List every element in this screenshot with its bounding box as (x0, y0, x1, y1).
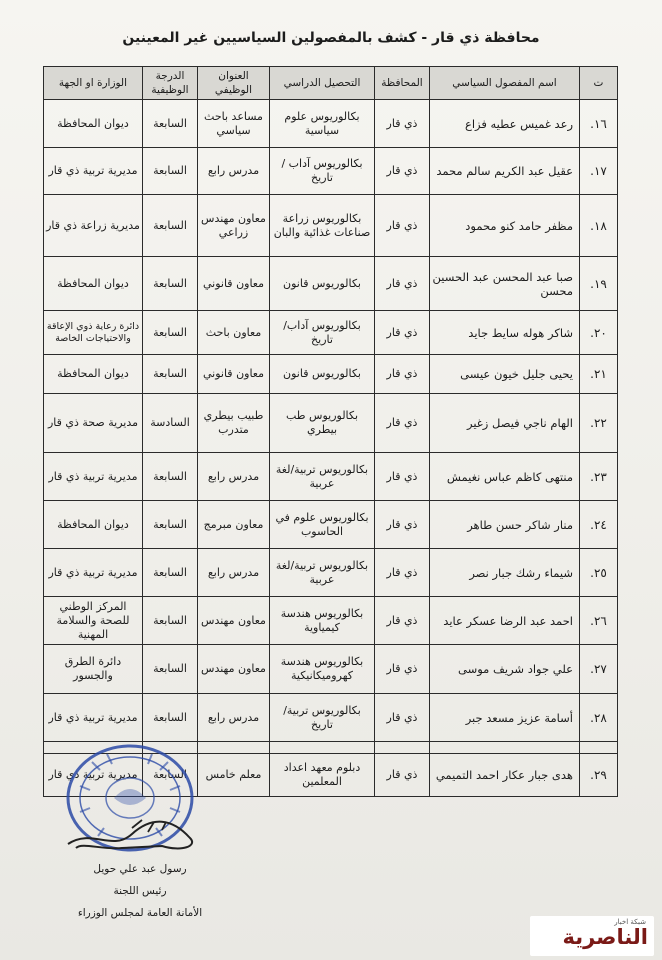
cell-num: ٢٣. (580, 453, 618, 501)
cell-dept: مديرية تربية ذي قار (44, 453, 143, 501)
cell-province: ذي قار (375, 501, 430, 549)
cell-province: ذي قار (375, 311, 430, 355)
cell-job-title: معاون قانوني (198, 355, 270, 394)
cell-dept: مديرية تربية ذي قار (44, 754, 143, 797)
cell-grade: السابعة (143, 257, 198, 311)
cell-dept: دائرة الطرق والجسور (44, 645, 143, 694)
cell-province: ذي قار (375, 257, 430, 311)
table-row (44, 597, 618, 645)
table-row (44, 549, 618, 597)
cell-province: ذي قار (375, 754, 430, 797)
logo-subtitle: شبكة اخبار (614, 918, 646, 926)
cell-grade: السابعة (143, 355, 198, 394)
cell-education: بكالوريوس آداب / تاريخ (270, 148, 375, 195)
page-title: محافظة ذي قار - كشف بالمفصولين السياسيين غير المعينين (122, 30, 540, 46)
table-row (44, 195, 618, 257)
header-name: اسم المفصول السياسي (430, 67, 580, 100)
cell-name: هدى جبار عكار احمد التميمي (430, 754, 580, 797)
cell-name: عقيل عبد الكريم سالم محمد (430, 148, 580, 195)
cell-name: شاكر هوله سايط جايد (430, 311, 580, 355)
cell-province: ذي قار (375, 597, 430, 645)
cell-education: بكالوريوس آداب/ تاريخ (270, 311, 375, 355)
cell-grade: السابعة (143, 311, 198, 355)
cell-name: مظفر حامد كنو محمود (430, 195, 580, 257)
cell-dept: ديوان المحافظة (44, 501, 143, 549)
cell-job-title: مساعد باحث سياسي (198, 100, 270, 148)
cell-job-title: معاون مهندس (198, 645, 270, 694)
cell-grade: السابعة (143, 195, 198, 257)
cell-num: ٢٠. (580, 311, 618, 355)
cell-num: ١٨. (580, 195, 618, 257)
cell-province: ذي قار (375, 694, 430, 742)
cell-grade: السابعة (143, 453, 198, 501)
table-header-row (44, 67, 618, 100)
cell-name: صبا عبد المحسن عبد الحسين محسن (430, 257, 580, 311)
signatory-role: رئيس اللجنة (113, 885, 167, 897)
cell-job-title: معاون مهندس زراعي (198, 195, 270, 257)
cell-dept: مديرية تربية ذي قار (44, 694, 143, 742)
cell-dept: مديرية زراعة ذي قار (44, 195, 143, 257)
cell-name: أسامة عزيز مسعد جبر (430, 694, 580, 742)
cell-job-title: مدرس رابع (198, 694, 270, 742)
cell-grade: السابعة (143, 100, 198, 148)
cell-province: ذي قار (375, 355, 430, 394)
cell-name: شيماء رشك جبار نصر (430, 549, 580, 597)
cell-grade: السابعة (143, 549, 198, 597)
cell-province: ذي قار (375, 645, 430, 694)
cell-dept: ديوان المحافظة (44, 355, 143, 394)
cell-dept: دائرة رعاية ذوي الإعاقة والاحتياجات الخاصة (44, 311, 143, 355)
header-province: المحافظة (375, 67, 430, 100)
cell-job-title: مدرس رابع (198, 549, 270, 597)
cell-job-title: طبيب بيطري متدرب (198, 394, 270, 453)
header-education: التحصيل الدراسي (270, 67, 375, 100)
cell-province: ذي قار (375, 148, 430, 195)
cell-dept: المركز الوطني للصحة والسلامة المهنية (44, 597, 143, 645)
cell-dept: ديوان المحافظة (44, 100, 143, 148)
cell-education: دبلوم معهد اعداد المعلمين (270, 754, 375, 797)
cell-dept: مديرية تربية ذي قار (44, 549, 143, 597)
cell-dept: ديوان المحافظة (44, 257, 143, 311)
cell-province: ذي قار (375, 549, 430, 597)
cell-job-title: معاون باحث (198, 311, 270, 355)
cell-education: بكالوريوس طب بيطري (270, 394, 375, 453)
cell-num: ٢٥. (580, 549, 618, 597)
logo-title: الناصرية (562, 925, 648, 949)
watermark-logo (530, 916, 654, 956)
header-dept: الوزارة او الجهة (44, 67, 143, 100)
header-grade: الدرجة الوظيفية (143, 67, 198, 100)
cell-num: ٢١. (580, 355, 618, 394)
cell-province: ذي قار (375, 453, 430, 501)
signature-block (40, 858, 240, 924)
cell-job-title: معلم خامس (198, 754, 270, 797)
cell-name: الهام ناجي فيصل زغير (430, 394, 580, 453)
signature-icon (62, 808, 212, 858)
cell-province: ذي قار (375, 100, 430, 148)
cell-province: ذي قار (375, 394, 430, 453)
cell-education: بكالوريوس هندسة كهروميكانيكية (270, 645, 375, 694)
cell-num: ٢٦. (580, 597, 618, 645)
table-row (44, 694, 618, 742)
cell-dept: مديرية تربية ذي قار (44, 148, 143, 195)
cell-education: بكالوريوس قانون (270, 257, 375, 311)
cell-grade: السابعة (143, 148, 198, 195)
cell-job-title: معاون مهندس (198, 597, 270, 645)
cell-education: بكالوريوس زراعة صناعات غذائية والبان (270, 195, 375, 257)
cell-education: بكالوريوس قانون (270, 355, 375, 394)
cell-num: ١٦. (580, 100, 618, 148)
cell-grade: السابعة (143, 501, 198, 549)
cell-job-title: مدرس رابع (198, 148, 270, 195)
cell-job-title: معاون قانوني (198, 257, 270, 311)
cell-num: ٢٨. (580, 694, 618, 742)
header-job-title: العنوان الوظيفي (198, 67, 270, 100)
cell-grade: السابعة (143, 754, 198, 797)
header-num: ت (580, 67, 618, 100)
table-row (44, 148, 618, 195)
cell-num: ٢٢. (580, 394, 618, 453)
cell-name: احمد عبد الرضا عسكر عايد (430, 597, 580, 645)
cell-education: بكالوريوس علوم في الحاسوب (270, 501, 375, 549)
cell-name: منتهى كاظم عباس نغيمش (430, 453, 580, 501)
cell-education: بكالوريوس هندسة كيمياوية (270, 597, 375, 645)
table-row (44, 355, 618, 394)
cell-num: ١٩. (580, 257, 618, 311)
cell-grade: السابعة (143, 694, 198, 742)
table-row (44, 453, 618, 501)
cell-num: ١٧. (580, 148, 618, 195)
cell-name: علي جواد شريف موسى (430, 645, 580, 694)
table-row (44, 501, 618, 549)
cell-dept: مديرية صحة ذي قار (44, 394, 143, 453)
cell-province: ذي قار (375, 195, 430, 257)
cell-name: رعد غميس عطيه فزاع (430, 100, 580, 148)
signatory-name: رسول عبد علي حويل (93, 863, 187, 875)
cell-job-title: مدرس رابع (198, 453, 270, 501)
table-row (44, 394, 618, 453)
cell-education: بكالوريوس تربية/ تاريخ (270, 694, 375, 742)
cell-education: بكالوريوس تربية/لغة عربية (270, 453, 375, 501)
table-row (44, 311, 618, 355)
cell-education: بكالوريوس تربية/لغة عربية (270, 549, 375, 597)
table-row (44, 100, 618, 148)
cell-num: ٢٧. (580, 645, 618, 694)
cell-num: ٢٩. (580, 754, 618, 797)
signatory-org: الأمانة العامة لمجلس الوزراء (77, 907, 203, 919)
cell-name: يحيى جليل خيون عيسى (430, 355, 580, 394)
cell-grade: السابعة (143, 645, 198, 694)
personnel-table (43, 66, 618, 797)
cell-name: منار شاكر حسن طاهر (430, 501, 580, 549)
table-row (44, 645, 618, 694)
cell-education: بكالوريوس علوم سياسية (270, 100, 375, 148)
table-row (44, 257, 618, 311)
cell-num: ٢٤. (580, 501, 618, 549)
cell-job-title: معاون مبرمج (198, 501, 270, 549)
cell-grade: السادسة (143, 394, 198, 453)
cell-grade: السابعة (143, 597, 198, 645)
